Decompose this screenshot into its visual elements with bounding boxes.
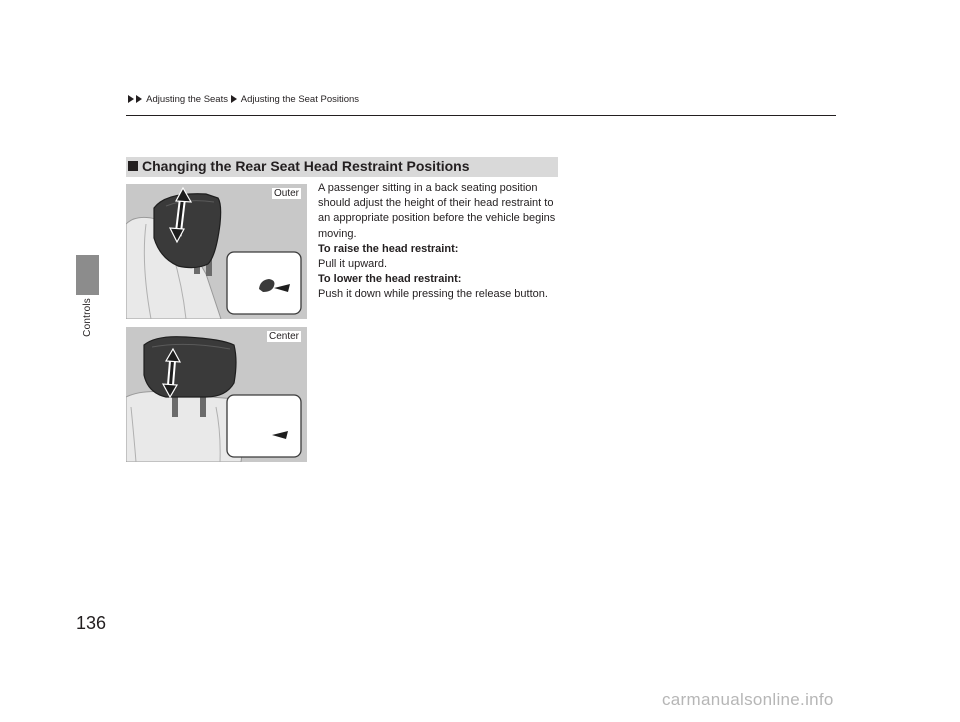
section-title-text: Changing the Rear Seat Head Restraint Positions <box>142 158 470 174</box>
lower-heading: To lower the head restraint: <box>318 273 462 286</box>
intro-paragraph: A passenger sitting in a back seating position should adjust the height of their head restraint to an appropriate position before the vehicle begins moving. <box>318 182 556 240</box>
watermark: carmanualsonline.info <box>662 690 834 709</box>
outer-head-restraint-figure <box>126 184 307 319</box>
chapter-tab <box>76 255 99 295</box>
section-square-icon <box>128 161 138 171</box>
center-head-restraint-illustration <box>126 327 307 462</box>
header-rule <box>126 115 836 116</box>
breadcrumb <box>128 94 359 105</box>
outer-label: Outer <box>273 188 299 199</box>
section-title <box>128 158 470 174</box>
instructions <box>318 181 563 303</box>
center-head-restraint-figure <box>126 327 307 462</box>
breadcrumb-arrow-icon <box>231 95 237 103</box>
chapter-label: Controls <box>82 298 93 337</box>
outer-head-restraint-illustration <box>126 184 307 319</box>
breadcrumb-item[interactable]: Adjusting the Seat Positions <box>240 94 360 105</box>
lower-instruction: Push it down while pressing the release button. <box>318 288 548 301</box>
raise-instruction: Pull it upward. <box>318 258 388 271</box>
breadcrumb-arrow-icon <box>136 95 142 103</box>
breadcrumb-arrow-icon <box>128 95 134 103</box>
center-label: Center <box>268 331 299 342</box>
breadcrumb-item[interactable]: Adjusting the Seats <box>146 94 228 105</box>
page-number: 136 <box>76 613 107 633</box>
raise-heading: To raise the head restraint: <box>318 242 459 255</box>
